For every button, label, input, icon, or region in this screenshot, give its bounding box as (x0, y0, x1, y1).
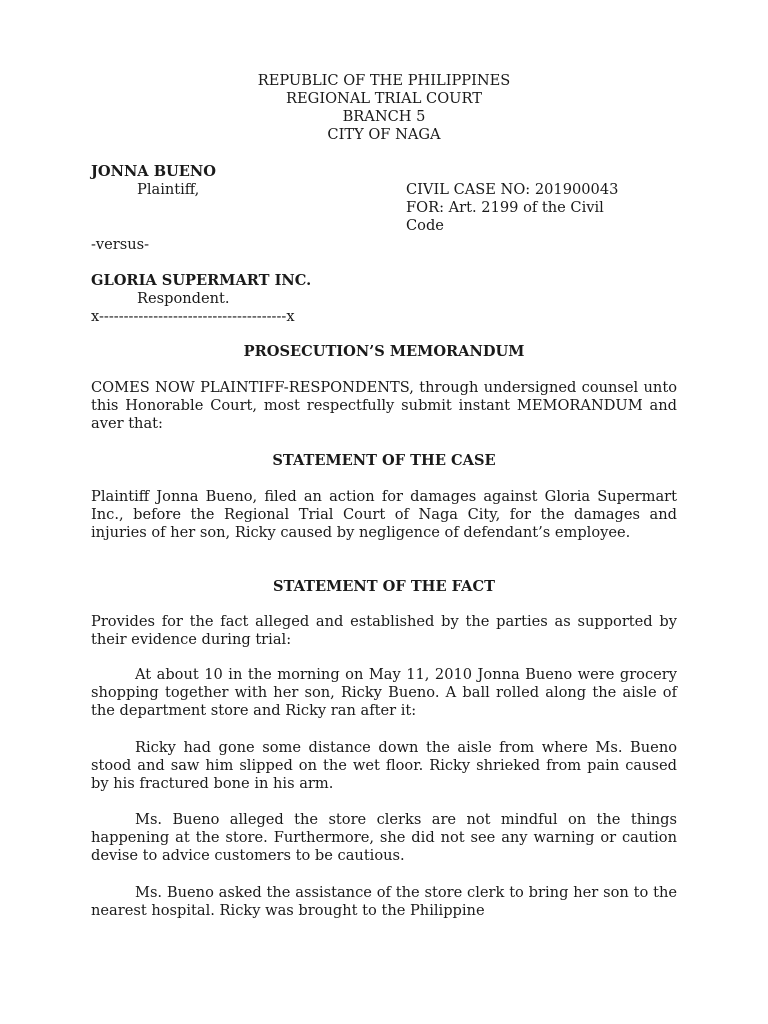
case-for-line1: FOR: Art. 2199 of the Civil (406, 199, 604, 216)
respondent-name: GLORIA SUPERMART INC. (91, 272, 312, 289)
versus-label: -versus- (91, 236, 150, 253)
header-branch: BRANCH 5 (342, 108, 426, 125)
plaintiff-role: Plaintiff, (137, 181, 200, 198)
header-republic: REPUBLIC OF THE PHILIPPINES (257, 72, 511, 89)
fact-paragraph-4: Ms. Bueno asked the assistance of the store clerk to bring her son to the nearest hospital. Ricky was brought to the Philippine (91, 884, 677, 920)
caption-separator: x--------------------------------------x (91, 308, 295, 325)
fact-intro: Provides for the fact alleged and established by the parties as supported by their evidence during trial: (91, 613, 677, 649)
intro-paragraph: COMES NOW PLAINTIFF-RESPONDENTS, through undersigned counsel unto this Honorable Court, most respectfully submit instant MEMORANDUM and aver that: (91, 379, 677, 433)
fact-heading: STATEMENT OF THE FACT (273, 578, 495, 595)
fact-paragraph-3: Ms. Bueno alleged the store clerks are not mindful on the things happening at the store. Furthermore, she did not see any warning or caution devise to advice customers to be cautious. (91, 811, 677, 865)
header-court: REGIONAL TRIAL COURT (286, 90, 482, 107)
case-heading: STATEMENT OF THE CASE (272, 452, 496, 469)
case-number: CIVIL CASE NO: 201900043 (406, 181, 619, 198)
case-for-line2: Code (406, 217, 444, 234)
respondent-role: Respondent. (137, 290, 230, 307)
fact-paragraph-1: At about 10 in the morning on May 11, 2010 Jonna Bueno were grocery shopping together with her son, Ricky Bueno. A ball rolled along the aisle of the department store and Ricky ran after it: (91, 666, 677, 720)
header-city: CITY OF NAGA (327, 126, 441, 143)
fact-paragraph-2: Ricky had gone some distance down the aisle from where Ms. Bueno stood and saw him slipped on the wet floor. Ricky shrieked from pain caused by his fractured bone in his arm. (91, 739, 677, 793)
plaintiff-name: JONNA BUENO (91, 163, 216, 180)
case-body: Plaintiff Jonna Bueno, filed an action for damages against Gloria Supermart Inc., before the Regional Trial Court of Naga City, for the damages and injuries of her son, Ricky caused by negligence of defendant’s employee. (91, 488, 677, 542)
document-title: PROSECUTION’S MEMORANDUM (243, 343, 525, 360)
